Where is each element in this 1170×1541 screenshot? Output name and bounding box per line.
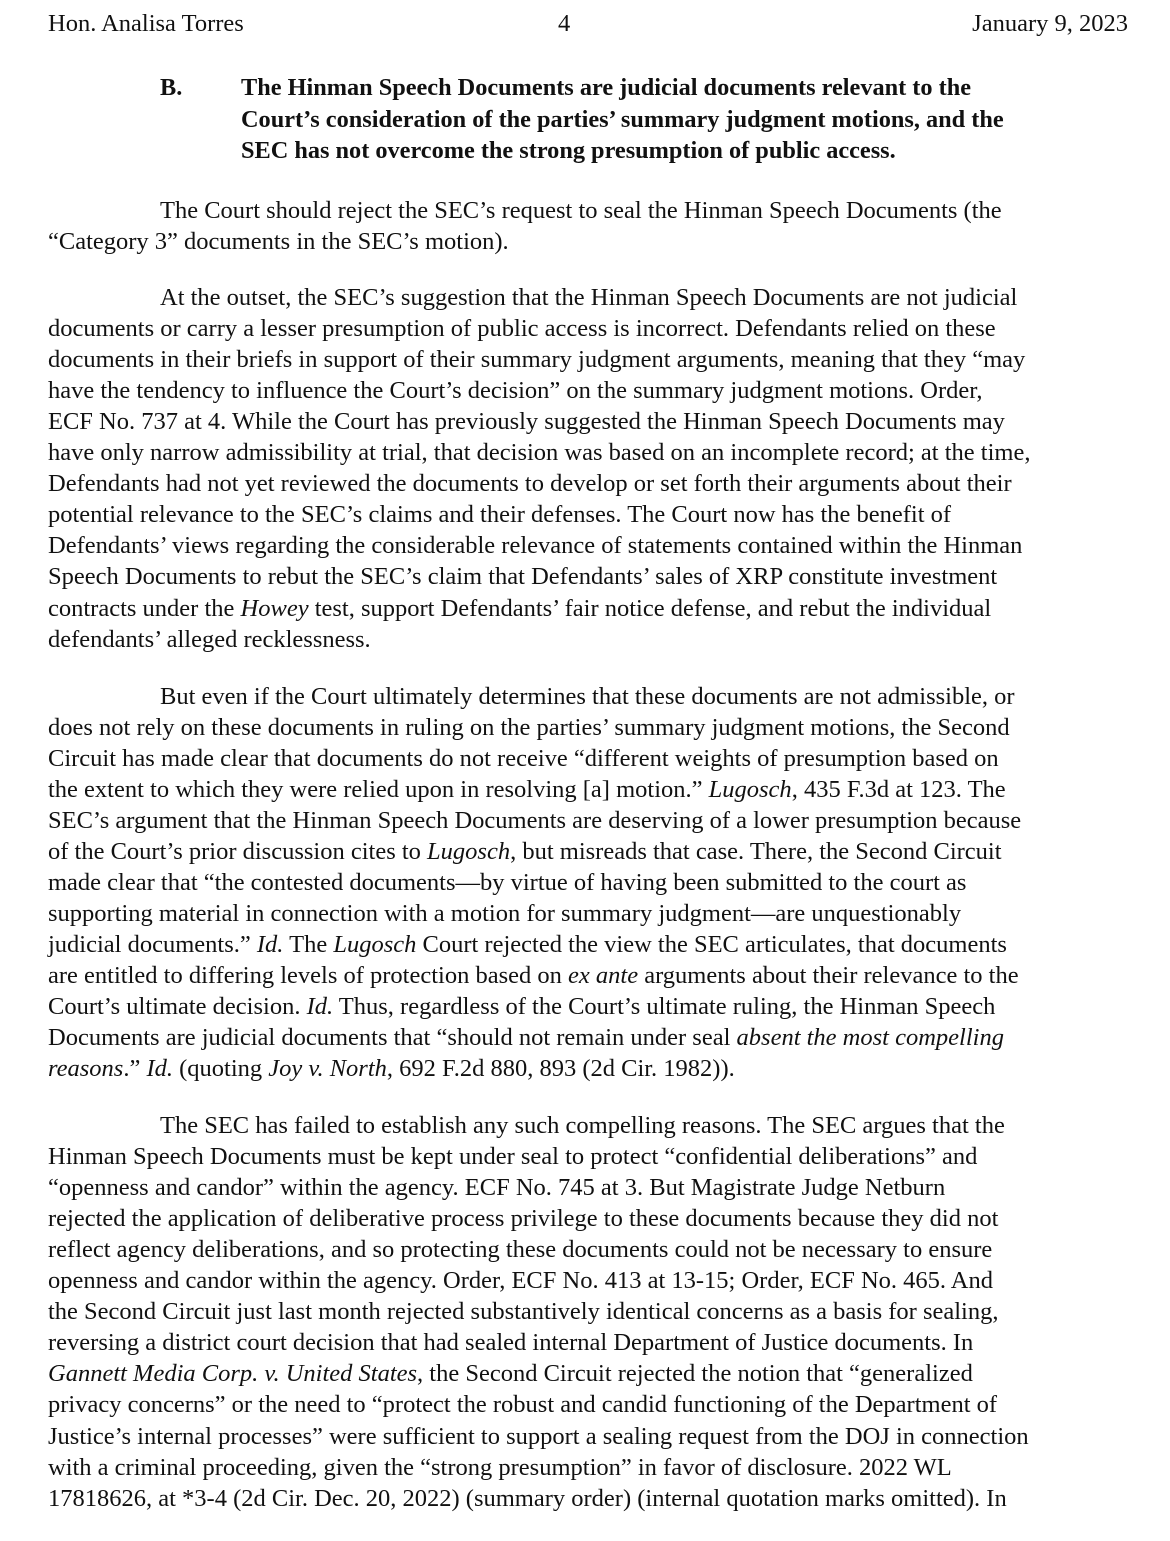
italic-citation: Lugosch: [333, 931, 417, 958]
text-line: made clear that “the contested documents—by virtue of having been submitted to the court as: [48, 869, 967, 896]
text-line: [48, 991, 995, 1022]
text-run: (quoting: [173, 1055, 269, 1082]
page-header: [48, 10, 1128, 44]
text-line: At the outset, the SEC’s suggestion that the Hinman Speech Documents are not judicial: [160, 284, 1018, 311]
text-line: SEC’s argument that the Hinman Speech Documents are deserving of a lower presumption because: [48, 807, 1022, 834]
text-run: Thus, regardless of the Court’s ultimate ruling, the Hinman Speech: [333, 993, 996, 1020]
text-line: Speech Documents to rebut the SEC’s claim that Defendants’ sales of XRP constitute investment: [48, 563, 998, 591]
text-run: , but misreads that case. There, the Second Circuit: [510, 838, 1002, 865]
text-run: Documents are judicial documents that “should not remain under seal: [48, 1024, 737, 1051]
text-line: Circuit has made clear that documents do not receive “different weights of presumption based on: [48, 745, 999, 772]
text-line: supporting material in connection with a motion for summary judgment—are unquestionably: [48, 900, 962, 927]
text-line: have only narrow admissibility at trial, that decision was based on an incomplete record; at the time,: [48, 439, 1031, 467]
text-line: The Court should reject the SEC’s request to seal the Hinman Speech Documents (the: [160, 197, 1002, 224]
text-run: test, support Defendants’ fair notice defense, and rebut the individual: [308, 594, 992, 622]
text-run: Court’s ultimate decision.: [48, 993, 307, 1020]
heading-line: SEC has not overcome the strong presumption of public access.: [241, 137, 896, 164]
text-line: Justice’s internal processes” were sufficient to support a sealing request from the DOJ in connection: [48, 1422, 1029, 1450]
text-run: of the Court’s prior discussion cites to: [48, 838, 428, 865]
text-line: Defendants’ views regarding the considerable relevance of statements contained within the Hinman: [48, 532, 1023, 560]
header-recipient: Hon. Analisa Torres: [48, 10, 244, 37]
text-run: arguments about their relevance to the: [638, 962, 1019, 989]
italic-citation: Id.: [256, 931, 284, 958]
text-line: But even if the Court ultimately determines that these documents are not admissible, or: [160, 683, 1015, 710]
text-run: .”: [123, 1055, 147, 1082]
heading-line: The Hinman Speech Documents are judicial documents relevant to the: [241, 74, 972, 101]
text-line: [48, 1358, 973, 1389]
text-line: [48, 836, 1002, 867]
text-run: , 435 F.3d at 123. The: [791, 776, 1006, 803]
text-line: [48, 929, 1007, 960]
text-run: , 692 F.2d 880, 893 (2d Cir. 1982)).: [386, 1055, 735, 1082]
text-line: “Category 3” documents in the SEC’s motion).: [48, 228, 509, 255]
italic-citation: Joy v. North: [268, 1055, 387, 1082]
text-line: potential relevance to the SEC’s claims and their defenses. The Court now has the benefit of: [48, 501, 952, 529]
text-line: documents or carry a lesser presumption of public access is incorrect. Defendants relied on these: [48, 315, 996, 343]
text-run: , the Second Circuit rejected the notion that “generalized: [417, 1360, 973, 1388]
italic-citation: Id.: [146, 1055, 173, 1082]
section-heading-text: [241, 72, 1101, 167]
text-line: The SEC has failed to establish any such compelling reasons. The SEC argues that the: [160, 1112, 1005, 1139]
italic-citation: Howey: [240, 594, 309, 622]
text-line: openness and candor within the agency. Order, ECF No. 413 at 13-15; Order, ECF No. 465. And: [48, 1267, 993, 1295]
section-letter: B.: [160, 74, 183, 101]
text-line: [48, 1022, 1004, 1053]
text-run: Court rejected the view the SEC articulates, that documents: [416, 931, 1007, 958]
text-line: [48, 774, 1006, 805]
text-line: ECF No. 737 at 4. While the Court has previously suggested the Hinman Speech Documents may: [48, 408, 1005, 436]
text-line: [48, 960, 1019, 991]
text-line: defendants’ alleged recklessness.: [48, 625, 371, 653]
text-line: reflect agency deliberations, and so protecting these documents could not be necessary to ensure: [48, 1236, 993, 1264]
text-line: does not rely on these documents in ruling on the parties’ summary judgment motions, the Second: [48, 714, 1010, 741]
text-run: judicial documents.”: [48, 931, 257, 958]
text-line: privacy concerns” or the need to “protect the robust and candid functioning of the Department of: [48, 1391, 998, 1419]
text-line: “openness and candor” within the agency. ECF No. 745 at 3. But Magistrate Judge Netburn: [48, 1174, 946, 1202]
italic-citation: Lugosch: [708, 776, 792, 803]
heading-line: Court’s consideration of the parties’ summary judgment motions, and the: [241, 105, 1004, 133]
italic-citation: absent the most compelling: [736, 1024, 1004, 1051]
text-line: reversing a district court decision that had sealed internal Department of Justice documents. In: [48, 1329, 974, 1357]
italic-citation: reasons: [48, 1055, 124, 1082]
italic-citation: Gannett Media Corp. v. United States: [48, 1360, 418, 1388]
text-line: [48, 1053, 735, 1084]
italic-citation: ex ante: [568, 962, 639, 989]
text-run: contracts under the: [48, 594, 241, 622]
text-line: documents in their briefs in support of their summary judgment arguments, meaning that they “may: [48, 346, 1026, 374]
text-line: 17818626, at *3-4 (2d Cir. Dec. 20, 2022) (summary order) (internal quotation marks omitted). In: [48, 1484, 1007, 1512]
text-line: have the tendency to influence the Court’s decision” on the summary judgment motions. Order,: [48, 377, 983, 405]
text-run: are entitled to differing levels of protection based on: [48, 962, 569, 989]
header-date: January 9, 2023: [972, 10, 1128, 37]
text-line: the Second Circuit just last month rejected substantively identical concerns as a basis for sealing,: [48, 1298, 999, 1326]
text-line: [48, 593, 991, 624]
italic-citation: Id.: [306, 993, 334, 1020]
page-number: 4: [558, 10, 571, 37]
text-line: Defendants had not yet reviewed the documents to develop or set forth their arguments about their: [48, 470, 1012, 498]
text-run: The: [283, 931, 334, 958]
text-line: Hinman Speech Documents must be kept under seal to protect “confidential deliberations” and: [48, 1143, 978, 1171]
text-run: the extent to which they were relied upon in resolving [a] motion.”: [48, 776, 709, 803]
italic-citation: Lugosch: [427, 838, 511, 865]
text-line: with a criminal proceeding, given the “strong presumption” in favor of disclosure. 2022 WL: [48, 1453, 952, 1481]
text-line: rejected the application of deliberative process privilege to these documents because they did not: [48, 1205, 999, 1233]
